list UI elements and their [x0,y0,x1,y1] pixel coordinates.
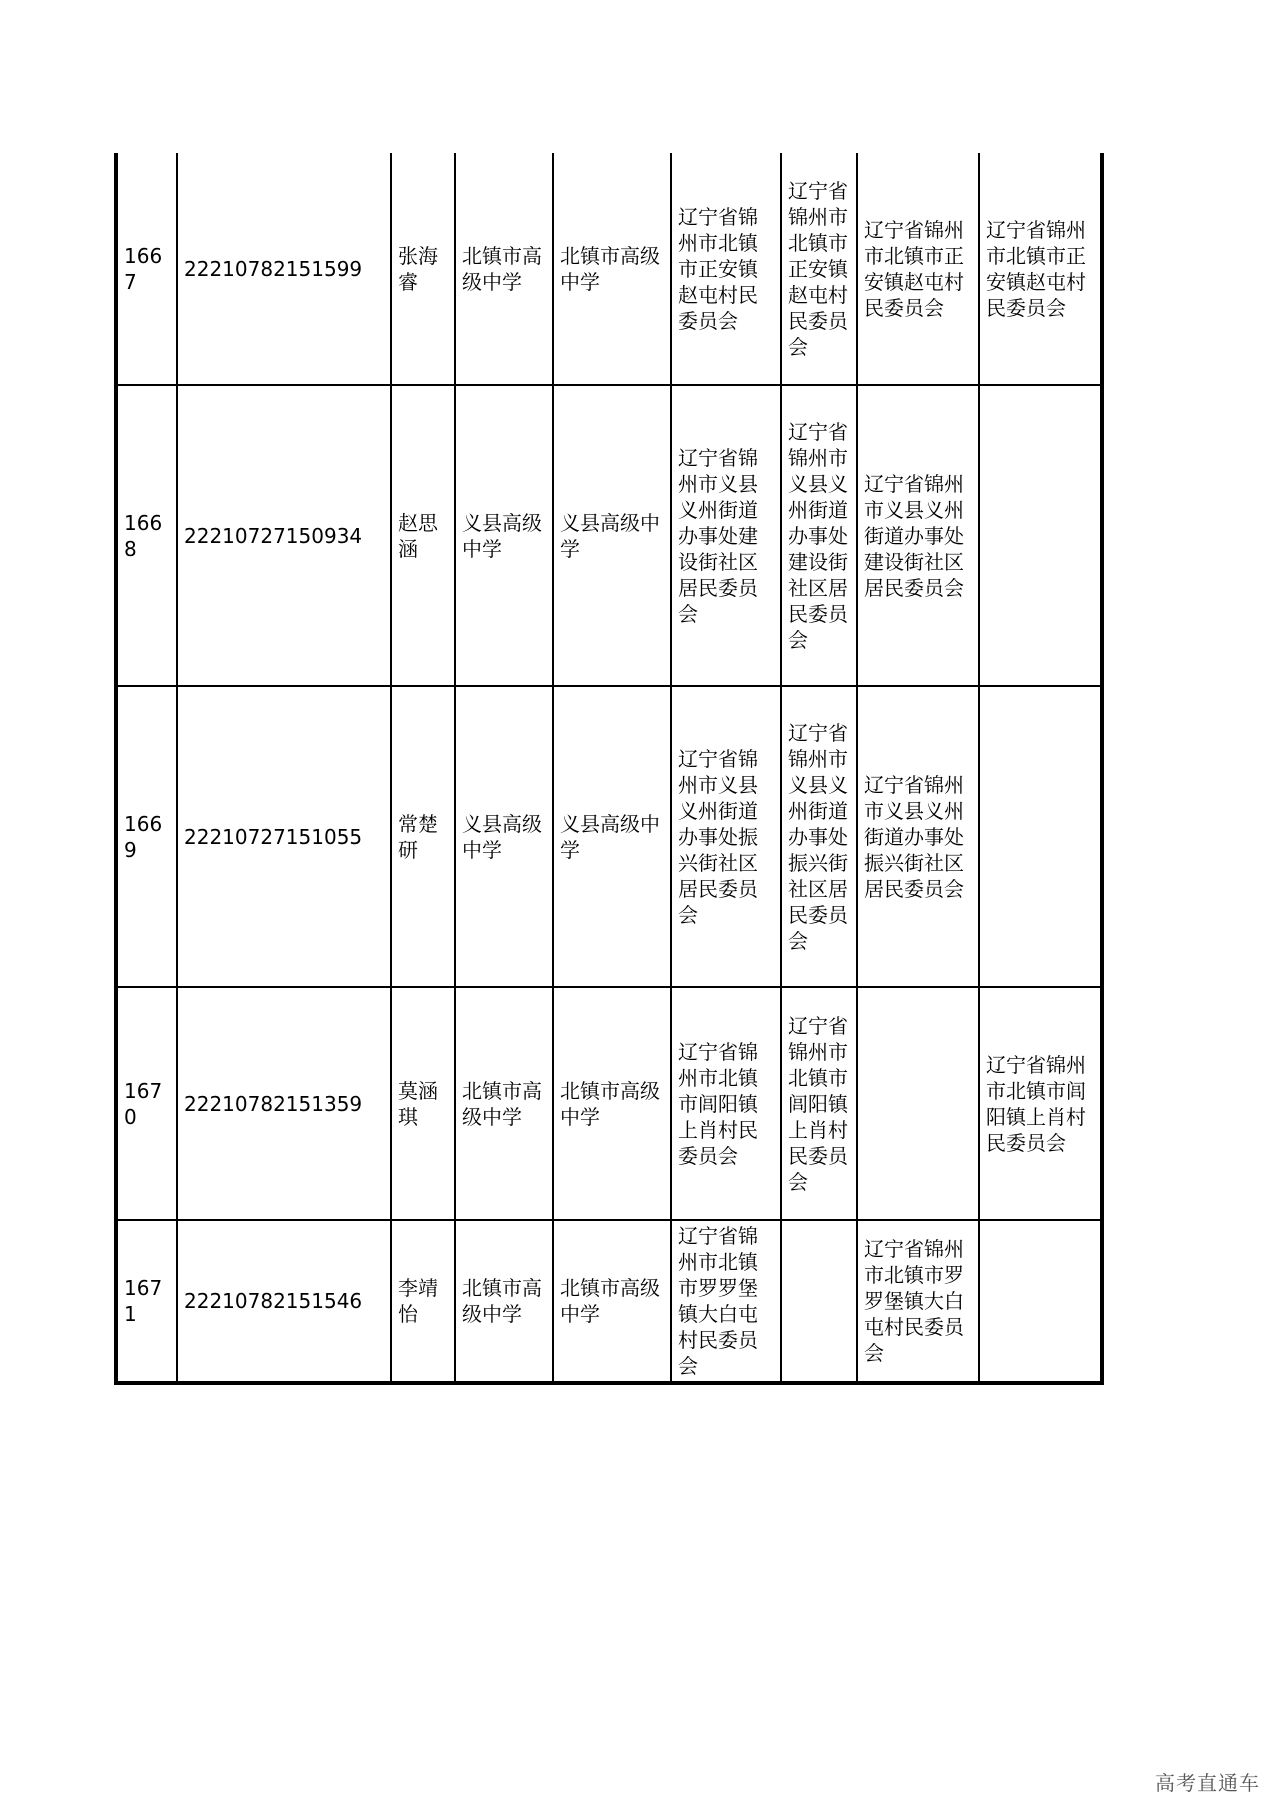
roster-table [114,153,1104,1385]
address-cell-a: 辽宁省锦州市义县义州街道办事处振兴街社区居民委员会 [671,686,781,987]
exam-site-cell: 义县高级中学 [553,686,671,987]
address-cell-d [979,686,1102,987]
school-cell: 北镇市高级中学 [455,153,553,385]
seq-cell: 1671 [116,1220,177,1383]
address-cell-b: 辽宁省锦州市北镇市正安镇赵屯村民委员会 [781,153,857,385]
address-cell-b: 辽宁省锦州市北镇市闾阳镇上肖村民委员会 [781,987,857,1220]
address-cell-d: 辽宁省锦州市北镇市闾阳镇上肖村民委员会 [979,987,1102,1220]
address-cell-a: 辽宁省锦州市北镇市闾阳镇上肖村民委员会 [671,987,781,1220]
school-cell: 北镇市高级中学 [455,1220,553,1383]
address-cell-c: 辽宁省锦州市义县义州街道办事处建设街社区居民委员会 [857,385,979,686]
table-row [116,987,1102,1220]
table-row [116,385,1102,686]
id-cell: 22210782151359 [177,987,391,1220]
address-cell-d [979,1220,1102,1383]
address-cell-b: 辽宁省锦州市义县义州街道办事处建设街社区居民委员会 [781,385,857,686]
name-cell: 赵思涵 [391,385,455,686]
address-cell-a: 辽宁省锦州市北镇市罗罗堡镇大白屯村民委员会 [671,1220,781,1383]
address-cell-d: 辽宁省锦州市北镇市正安镇赵屯村民委员会 [979,153,1102,385]
exam-site-cell: 北镇市高级中学 [553,153,671,385]
address-cell-c [857,987,979,1220]
address-cell-d [979,385,1102,686]
seq-cell: 1668 [116,385,177,686]
table-row [116,686,1102,987]
id-cell: 22210782151599 [177,153,391,385]
exam-site-cell: 北镇市高级中学 [553,987,671,1220]
address-cell-b: 辽宁省锦州市义县义州街道办事处振兴街社区居民委员会 [781,686,857,987]
address-cell-c: 辽宁省锦州市义县义州街道办事处振兴街社区居民委员会 [857,686,979,987]
name-cell: 莫涵琪 [391,987,455,1220]
seq-cell: 1669 [116,686,177,987]
table-row [116,153,1102,385]
exam-site-cell: 北镇市高级中学 [553,1220,671,1383]
watermark-text: 高考直通车 [1155,1771,1260,1795]
id-cell: 22210727151055 [177,686,391,987]
name-cell: 常楚研 [391,686,455,987]
address-cell-b [781,1220,857,1383]
name-cell: 张海睿 [391,153,455,385]
seq-cell: 1670 [116,987,177,1220]
table-row [116,1220,1102,1383]
school-cell: 北镇市高级中学 [455,987,553,1220]
address-cell-c: 辽宁省锦州市北镇市罗罗堡镇大白屯村民委员会 [857,1220,979,1383]
school-cell: 义县高级中学 [455,686,553,987]
name-cell: 李靖怡 [391,1220,455,1383]
exam-site-cell: 义县高级中学 [553,385,671,686]
seq-cell: 1667 [116,153,177,385]
school-cell: 义县高级中学 [455,385,553,686]
id-cell: 22210727150934 [177,385,391,686]
address-cell-a: 辽宁省锦州市北镇市正安镇赵屯村民委员会 [671,153,781,385]
id-cell: 22210782151546 [177,1220,391,1383]
address-cell-a: 辽宁省锦州市义县义州街道办事处建设街社区居民委员会 [671,385,781,686]
address-cell-c: 辽宁省锦州市北镇市正安镇赵屯村民委员会 [857,153,979,385]
